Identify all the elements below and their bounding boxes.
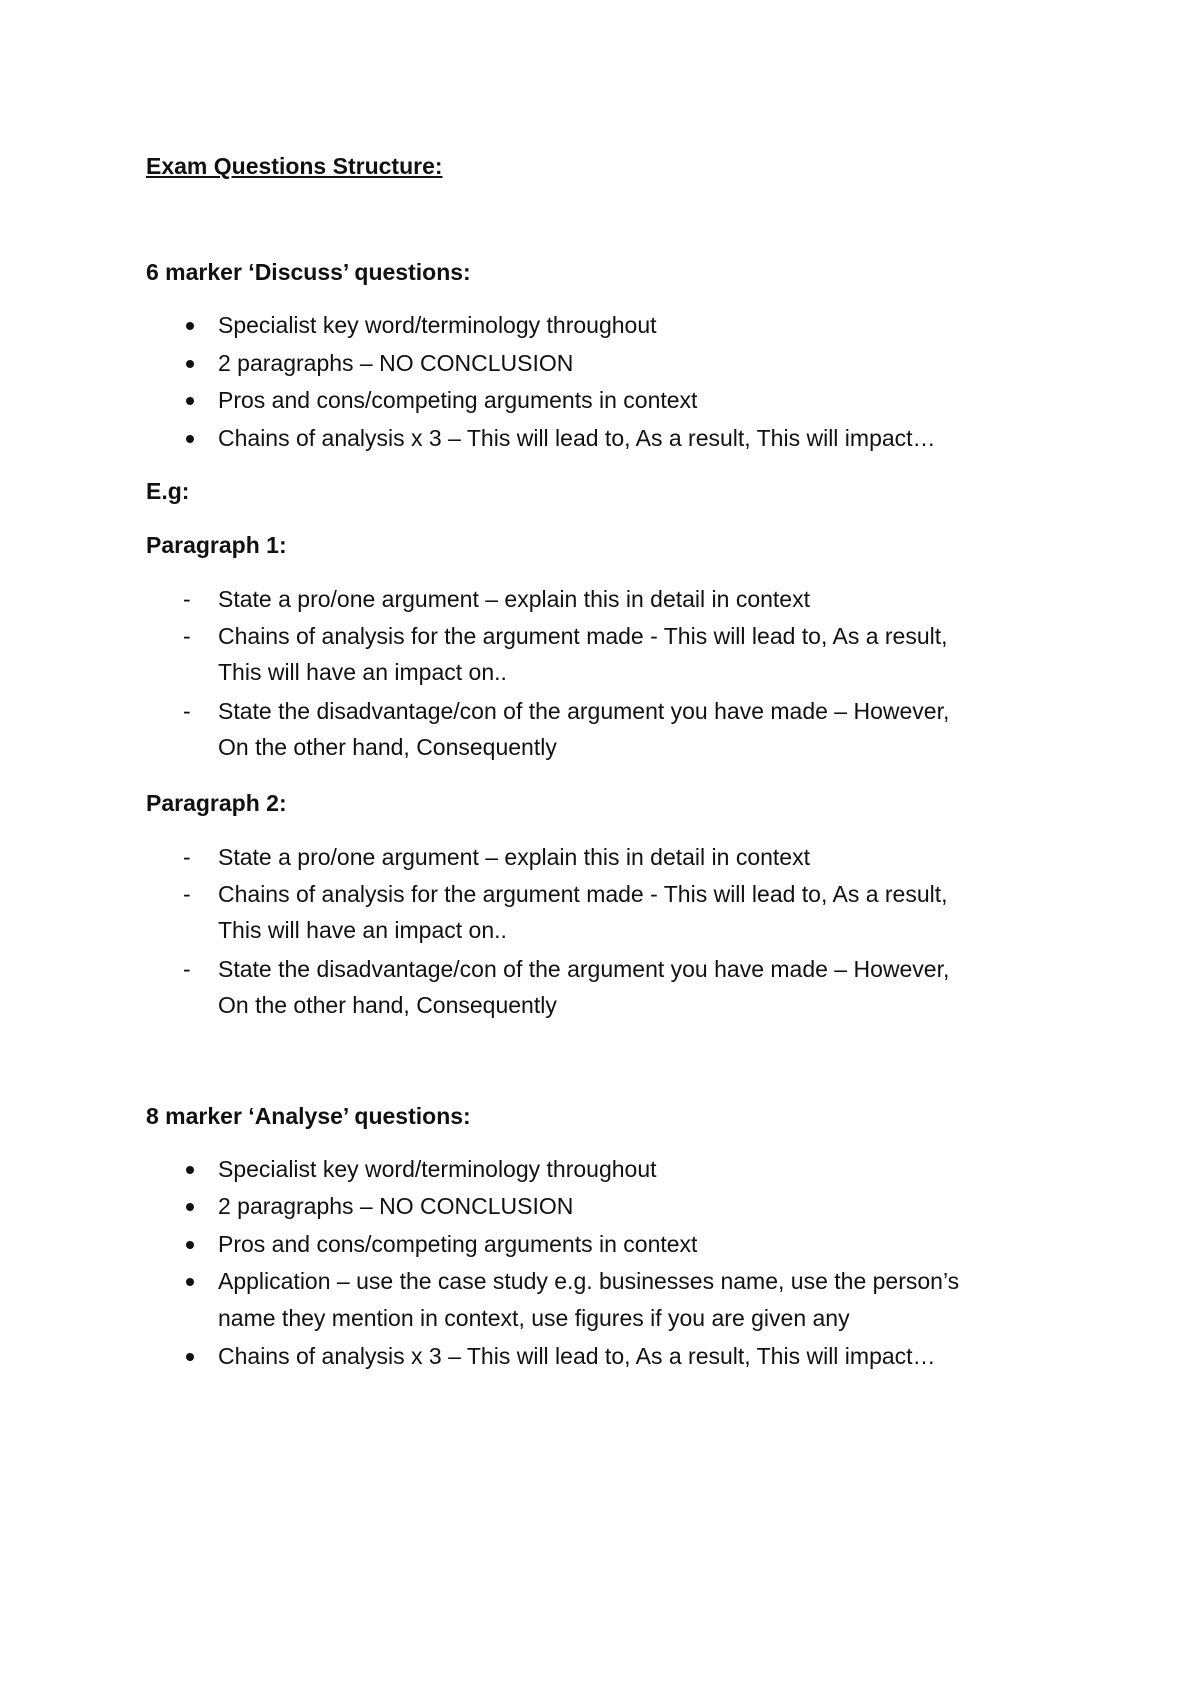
section-8-bullet-5: Chains of analysis x 3 – This will lead to, As a result, This will impact… [218,1343,936,1369]
paragraph-1-item-3-line-2: On the other hand, Consequently [218,734,557,760]
paragraph-2-heading: Paragraph 2: [146,790,287,816]
bullet-dot [186,1166,194,1174]
paragraph-2-item-2-line-2: This will have an impact on.. [218,917,507,943]
dash-marker: - [183,623,191,649]
section-8-bullet-2: 2 paragraphs – NO CONCLUSION [218,1193,574,1219]
paragraph-2-item-2-line-1: Chains of analysis for the argument made - This will lead to, As a result, [218,881,948,907]
paragraph-1-item-2-line-1: Chains of analysis for the argument made - This will lead to, As a result, [218,623,948,649]
bullet-dot [186,1353,194,1361]
dash-marker: - [183,698,191,724]
bullet-dot [186,397,194,405]
section-8-bullet-4-line-2: name they mention in context, use figures if you are given any [218,1305,850,1331]
section-8-heading: 8 marker ‘Analyse’ questions: [146,1103,471,1129]
dash-marker: - [183,881,191,907]
eg-label: E.g: [146,478,190,504]
section-6-bullet-4: Chains of analysis x 3 – This will lead to, As a result, This will impact… [218,425,936,451]
bullet-dot [186,1203,194,1211]
section-8-bullet-1: Specialist key word/terminology throughout [218,1156,657,1182]
paragraph-1-heading: Paragraph 1: [146,532,287,558]
document-title: Exam Questions Structure: [146,153,443,179]
bullet-dot [186,1241,194,1249]
paragraph-2-item-3-line-1: State the disadvantage/con of the argument you have made – However, [218,956,950,982]
section-8-bullet-4-line-1: Application – use the case study e.g. businesses name, use the person’s [218,1268,960,1294]
paragraph-1-item-1: State a pro/one argument – explain this in detail in context [218,586,810,612]
section-6-heading: 6 marker ‘Discuss’ questions: [146,259,471,285]
bullet-dot [186,322,194,330]
section-6-bullet-3: Pros and cons/competing arguments in context [218,387,698,413]
paragraph-1-item-2-line-2: This will have an impact on.. [218,659,507,685]
dash-marker: - [183,844,191,870]
bullet-dot [186,435,194,443]
paragraph-1-item-3-line-1: State the disadvantage/con of the argument you have made – However, [218,698,950,724]
section-6-bullet-2: 2 paragraphs – NO CONCLUSION [218,350,574,376]
dash-marker: - [183,956,191,982]
section-6-bullet-1: Specialist key word/terminology throughout [218,312,657,338]
paragraph-2-item-3-line-2: On the other hand, Consequently [218,992,557,1018]
bullet-dot [186,360,194,368]
bullet-dot [186,1278,194,1286]
paragraph-2-item-1: State a pro/one argument – explain this in detail in context [218,844,810,870]
section-8-bullet-3: Pros and cons/competing arguments in context [218,1231,698,1257]
dash-marker: - [183,586,191,612]
